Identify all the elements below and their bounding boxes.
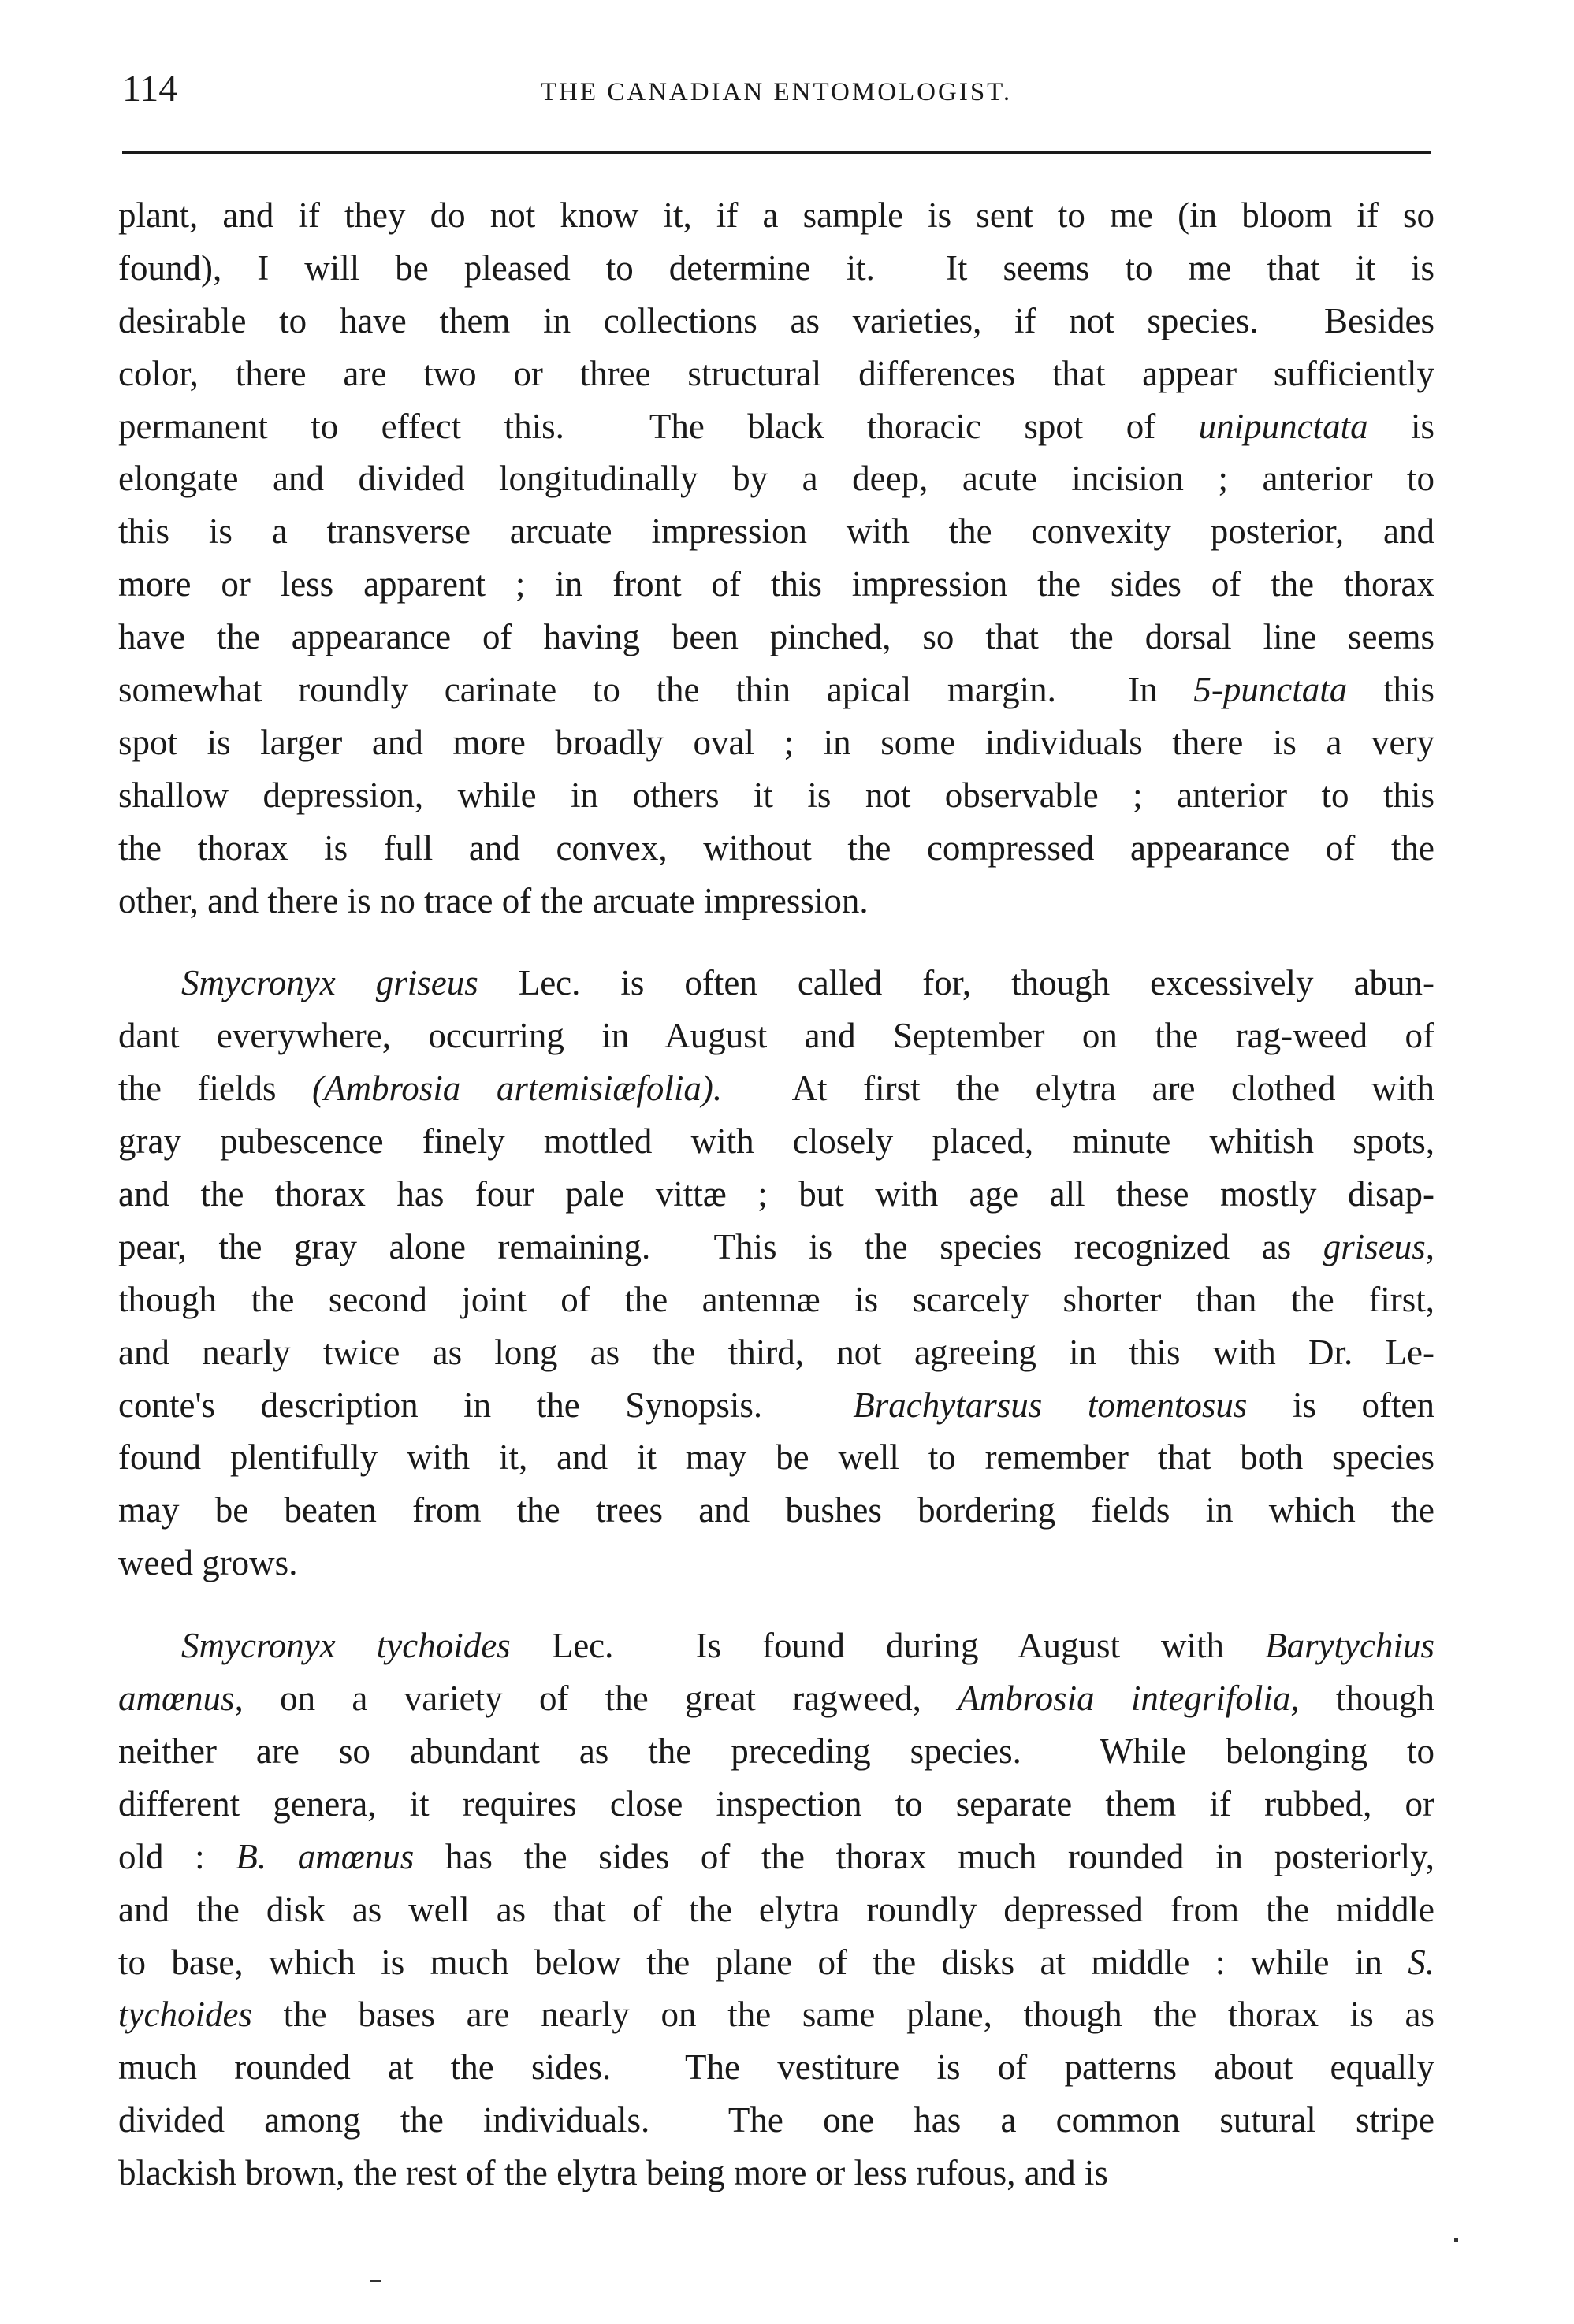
paragraph <box>118 1619 1434 2199</box>
text-line <box>118 1778 1434 1831</box>
text-line <box>118 957 1434 1010</box>
paragraph <box>118 957 1434 1590</box>
text-line <box>118 505 1434 558</box>
text-line <box>118 2147 1434 2199</box>
text-line <box>118 1936 1434 1989</box>
text-line <box>118 1988 1434 2041</box>
text-line <box>118 189 1434 242</box>
text-run: pear, the gray alone remaining. This is the species recognized as <box>118 1226 1323 1266</box>
text-line <box>118 348 1434 400</box>
text-line <box>118 1725 1434 1778</box>
text-run: neither are so abundant as the preceding species. While belonging to <box>118 1731 1434 1771</box>
italic-text: Ambrosia integrifolia, <box>958 1679 1300 1719</box>
text-run: Lec. Is found during August with <box>510 1626 1266 1666</box>
text-line <box>118 664 1434 716</box>
text-line <box>118 1326 1434 1379</box>
text-line <box>118 1431 1434 1484</box>
stray-mark <box>370 2280 381 2282</box>
text-run: other, and there is no trace of the arcuate impression. <box>118 880 869 920</box>
text-run: this is a transverse arcuate impression with the convexity posterior, and <box>118 511 1434 552</box>
text-run: and the disk as well as that of the elytra roundly depressed from the middle <box>118 1889 1434 1929</box>
text-line <box>118 822 1434 875</box>
text-line <box>118 400 1434 453</box>
italic-text: tychoides <box>118 1995 252 2035</box>
text-line <box>118 1484 1434 1537</box>
italic-text: unipunctata <box>1198 406 1368 446</box>
text-line <box>118 558 1434 611</box>
text-run: different genera, it requires close inspection to separate them if rubbed, or <box>118 1783 1434 1824</box>
italic-text: S. <box>1408 1942 1434 1982</box>
text-run: may be beaten from the trees and bushes bordering fields in which the <box>118 1490 1434 1530</box>
text-run: blackish brown, the rest of the elytra being more or less rufous, and is <box>118 2153 1108 2193</box>
header-rule <box>122 151 1431 154</box>
text-run: on a variety of the great ragweed, <box>243 1679 958 1719</box>
italic-text: Smycronyx griseus <box>181 963 478 1003</box>
text-run: color, there are two or three structural differences that appear sufficiently <box>118 353 1434 393</box>
text-run: permanent to effect this. The black thoracic spot of <box>118 406 1199 446</box>
text-line <box>118 716 1434 769</box>
text-line <box>118 1379 1434 1432</box>
italic-text: (Ambrosia artemisiæfolia). <box>311 1069 723 1109</box>
running-head: THE CANADIAN ENTOMOLOGIST. <box>540 78 1013 106</box>
text-line <box>118 1221 1434 1274</box>
text-run: elongate and divided longitudinally by a deep, acute incision ; anterior to <box>118 459 1434 499</box>
text-run: is often <box>1247 1385 1434 1425</box>
text-line <box>118 769 1434 822</box>
italic-text: Barytychius <box>1265 1626 1435 1666</box>
text-run: though <box>1299 1679 1435 1719</box>
text-run: have the appearance of having been pinched, so that the dorsal line seems <box>118 617 1434 657</box>
text-run: this <box>1347 670 1435 710</box>
stray-mark <box>1454 2238 1458 2242</box>
text-line <box>118 611 1434 664</box>
text-run: conte's description in the Synopsis. <box>118 1385 854 1425</box>
text-line <box>118 1883 1434 1936</box>
text-run: spot is larger and more broadly oval ; in some individuals there is a very <box>118 722 1434 762</box>
text-run: the thorax is full and convex, without the compressed appearance of the <box>118 827 1434 868</box>
text-line <box>118 1619 1434 1672</box>
italic-text: B. amœnus <box>236 1836 415 1876</box>
text-run: dant everywhere, occurring in August and September on the rag-weed of <box>118 1016 1434 1056</box>
text-line <box>118 242 1434 295</box>
text-line <box>118 1831 1434 1883</box>
text-run: shallow depression, while in others it is not observable ; anterior to this <box>118 775 1434 815</box>
text-run: to base, which is much below the plane of the disks at middle : while in <box>118 1942 1408 1982</box>
text-run: gray pubescence finely mottled with closely placed, minute whitish spots, <box>118 1121 1434 1162</box>
italic-text: Brachytarsus tomentosus <box>853 1385 1248 1425</box>
text-line <box>118 1168 1434 1221</box>
text-run: divided among the individuals. The one has a common sutural stripe <box>118 2100 1434 2140</box>
italic-text: amœnus, <box>118 1679 244 1719</box>
text-run: desirable to have them in collections as varieties, if not species. Besides <box>118 300 1434 340</box>
text-run: and nearly twice as long as the third, not agreeing in this with Dr. Le- <box>118 1332 1434 1372</box>
text-run: though the second joint of the antennæ is scarcely shorter than the first, <box>118 1279 1434 1319</box>
text-run: much rounded at the sides. The vestiture is of patterns about equally <box>118 2047 1434 2088</box>
text-line <box>118 875 1434 928</box>
italic-text: 5-punctata <box>1193 670 1348 710</box>
text-line <box>118 1274 1434 1326</box>
article-body <box>118 189 1434 2199</box>
text-line <box>118 2041 1434 2094</box>
text-run: has the sides of the thorax much rounded in posteriorly, <box>414 1836 1434 1876</box>
text-line <box>118 1672 1434 1725</box>
text-run: the fields <box>118 1069 312 1109</box>
text-run: plant, and if they do not know it, if a sample is sent to me (in bloom if so <box>118 195 1434 235</box>
text-run: is <box>1367 406 1435 446</box>
text-line <box>118 295 1434 348</box>
text-run: the bases are nearly on the same plane, though the thorax is as <box>251 1995 1434 2035</box>
italic-text: griseus, <box>1323 1226 1434 1266</box>
text-run: more or less apparent ; in front of this impression the sides of the thorax <box>118 564 1434 604</box>
text-run: found), I will be pleased to determine it. It seems to me that it is <box>118 247 1434 288</box>
text-run: somewhat roundly carinate to the thin apical margin. In <box>118 670 1194 710</box>
page-header <box>122 61 1431 117</box>
text-line <box>118 1115 1434 1168</box>
text-line <box>118 1062 1434 1115</box>
italic-text: Smycronyx tychoides <box>181 1626 511 1666</box>
text-run: old : <box>118 1836 236 1876</box>
paragraph <box>118 189 1434 927</box>
text-run: Lec. is often called for, though excessively abun- <box>478 963 1434 1003</box>
page-number: 114 <box>122 68 178 110</box>
text-run: found plentifully with it, and it may be well to remember that both species <box>118 1437 1434 1478</box>
text-run: weed grows. <box>118 1543 298 1583</box>
text-run: and the thorax has four pale vittæ ; but with age all these mostly disap- <box>118 1174 1434 1214</box>
text-line <box>118 2094 1434 2147</box>
text-run: At first the elytra are clothed with <box>722 1069 1434 1109</box>
text-line <box>118 452 1434 505</box>
text-line <box>118 1537 1434 1590</box>
text-line <box>118 1010 1434 1062</box>
